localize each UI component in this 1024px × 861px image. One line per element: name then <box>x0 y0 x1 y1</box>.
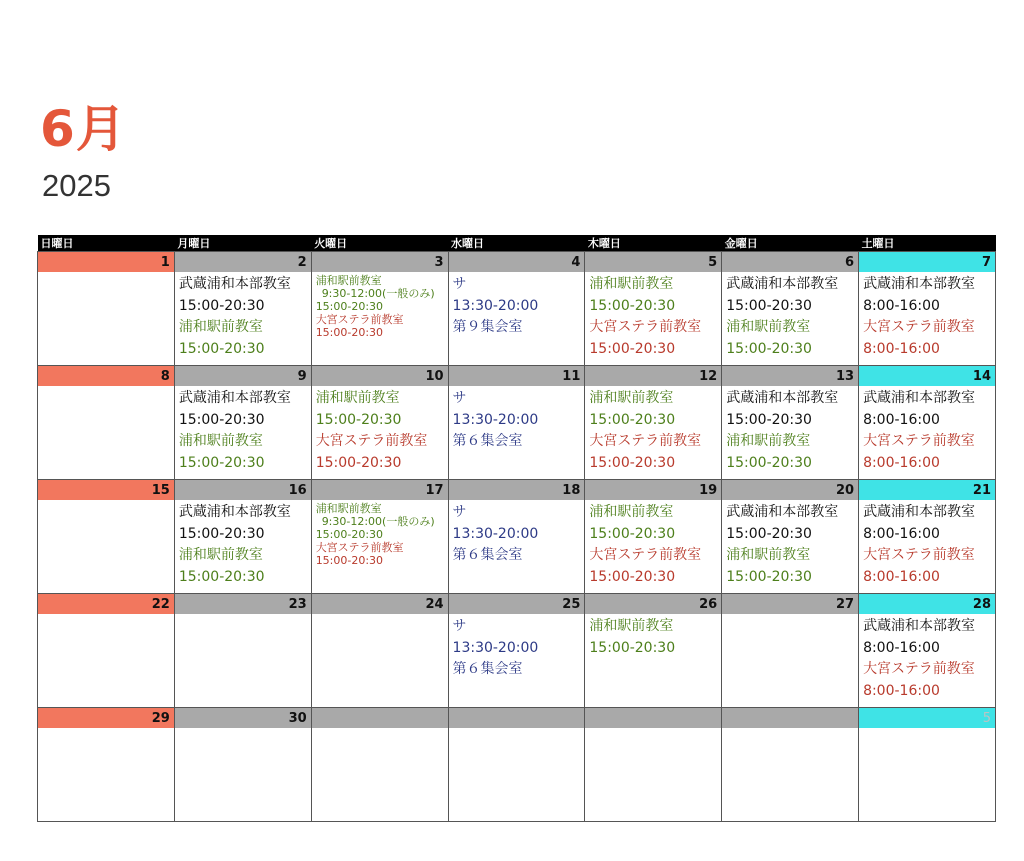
date-number: 23 <box>174 594 311 615</box>
event-line: 15:00-20:30 <box>589 297 676 314</box>
date-number: 28 <box>859 594 996 615</box>
day-events-cell <box>585 500 722 594</box>
weekday-header-tue: 火曜日 <box>311 235 448 252</box>
date-number: 20 <box>722 480 859 501</box>
day-events-cell <box>585 272 722 366</box>
date-number: 22 <box>38 594 175 615</box>
date-number: 16 <box>174 480 311 501</box>
events-row <box>38 614 996 708</box>
day-events-cell <box>859 386 996 480</box>
date-number: 24 <box>311 594 448 615</box>
date-number: 4 <box>448 252 585 273</box>
event-line: 15:00-20:30 <box>178 525 265 542</box>
day-events-cell <box>448 386 585 480</box>
day-events-cell <box>38 728 175 822</box>
event-line: 13:30-20:00 <box>452 411 539 428</box>
day-events-cell <box>311 614 448 708</box>
weekday-header-mon: 月曜日 <box>174 235 311 252</box>
event-line: 武蔵浦和本部教室 <box>863 276 976 292</box>
event-line: 15:00-20:30 <box>315 554 384 567</box>
event-line: 8:00-16:00 <box>863 568 940 585</box>
date-number: 15 <box>38 480 175 501</box>
date-number <box>311 708 448 729</box>
date-number: 29 <box>38 708 175 729</box>
event-line: 浦和駅前教室 <box>589 276 674 292</box>
event-line: 浦和駅前教室 <box>726 433 811 449</box>
date-number-row <box>38 366 996 387</box>
day-events-cell <box>859 614 996 708</box>
event-line: 15:00-20:30 <box>589 525 676 542</box>
event-line: 15:00-20:30 <box>315 454 402 471</box>
event-line: 15:00-20:30 <box>178 568 265 585</box>
date-number <box>722 708 859 729</box>
event-line: 15:00-20:30 <box>589 454 676 471</box>
event-line: サ <box>452 276 467 292</box>
date-number: 14 <box>859 366 996 387</box>
day-events-cell <box>722 386 859 480</box>
event-line: 8:00-16:00 <box>863 525 940 542</box>
event-line: 8:00-16:00 <box>863 340 940 357</box>
event-line: 15:00-20:30 <box>315 411 402 428</box>
day-events-cell <box>585 614 722 708</box>
events-row <box>38 728 996 822</box>
event-line: 8:00-16:00 <box>863 411 940 428</box>
event-line: 武蔵浦和本部教室 <box>178 276 291 292</box>
event-line: 武蔵浦和本部教室 <box>726 276 839 292</box>
weekday-header-sun: 日曜日 <box>38 235 175 252</box>
day-events-cell <box>585 386 722 480</box>
event-line: 武蔵浦和本部教室 <box>178 504 291 520</box>
date-number: 11 <box>448 366 585 387</box>
date-number: 30 <box>174 708 311 729</box>
day-events-cell <box>448 614 585 708</box>
weekday-header-sat: 土曜日 <box>859 235 996 252</box>
event-line: 大宮ステラ前教室 <box>315 313 404 326</box>
event-line: 13:30-20:00 <box>452 297 539 314</box>
day-events-cell <box>448 500 585 594</box>
day-events-cell <box>38 500 175 594</box>
date-number: 10 <box>311 366 448 387</box>
calendar-grid <box>37 235 996 822</box>
event-line: 浦和駅前教室 <box>726 547 811 563</box>
event-line: 15:00-20:30 <box>589 411 676 428</box>
date-number: 18 <box>448 480 585 501</box>
event-line: 浦和駅前教室 <box>178 319 263 335</box>
weekday-header-wed: 水曜日 <box>448 235 585 252</box>
event-line: 15:00-20:30 <box>726 340 812 357</box>
day-events-cell <box>311 272 448 366</box>
day-events-cell <box>174 272 311 366</box>
date-number: 12 <box>585 366 722 387</box>
event-line: 15:00-20:30 <box>178 297 265 314</box>
event-line: 8:00-16:00 <box>863 454 940 471</box>
event-line: 15:00-20:30 <box>726 297 812 314</box>
event-line: 15:00-20:30 <box>726 454 812 471</box>
event-line: 大宮ステラ前教室 <box>589 319 702 335</box>
date-number: 17 <box>311 480 448 501</box>
event-line: 浦和駅前教室 <box>178 547 263 563</box>
event-line: 15:00-20:30 <box>589 568 676 585</box>
event-line: 8:00-16:00 <box>863 639 940 656</box>
date-number <box>585 708 722 729</box>
day-events-cell <box>311 386 448 480</box>
date-number-row <box>38 594 996 615</box>
date-number: 3 <box>311 252 448 273</box>
event-line: 15:00-20:30 <box>315 326 384 339</box>
event-line: 第６集会室 <box>452 661 523 677</box>
event-line: 第９集会室 <box>452 319 523 335</box>
event-line: 15:00-20:30 <box>178 411 265 428</box>
day-events-cell <box>448 728 585 822</box>
event-line: 15:00-20:30 <box>726 525 812 542</box>
event-line: 13:30-20:00 <box>452 639 539 656</box>
event-line: 15:00-20:30 <box>589 340 676 357</box>
event-line: 大宮ステラ前教室 <box>589 433 702 449</box>
events-row <box>38 386 996 480</box>
weekday-header-row <box>38 235 996 252</box>
day-events-cell <box>722 728 859 822</box>
events-row <box>38 272 996 366</box>
year-title: 2025 <box>42 168 111 203</box>
event-line: 大宮ステラ前教室 <box>315 433 428 449</box>
event-line: 15:00-20:30 <box>726 568 812 585</box>
day-events-cell <box>311 728 448 822</box>
date-number: 13 <box>722 366 859 387</box>
day-events-cell <box>174 500 311 594</box>
event-line: 15:00-20:30 <box>315 300 384 313</box>
date-number: 21 <box>859 480 996 501</box>
event-line: 第６集会室 <box>452 547 523 563</box>
day-events-cell <box>38 614 175 708</box>
day-events-cell <box>174 386 311 480</box>
date-number: 8 <box>38 366 175 387</box>
event-line: サ <box>452 504 467 520</box>
day-events-cell <box>859 500 996 594</box>
day-events-cell <box>448 272 585 366</box>
month-title: 6月 <box>40 100 127 158</box>
events-row <box>38 500 996 594</box>
event-line: 第６集会室 <box>452 433 523 449</box>
event-line: 浦和駅前教室 <box>315 390 400 406</box>
event-line: 浦和駅前教室 <box>315 502 382 515</box>
calendar-body <box>38 252 996 822</box>
event-line: 大宮ステラ前教室 <box>863 319 975 335</box>
event-line: 浦和駅前教室 <box>726 319 811 335</box>
event-line: 15:00-20:30 <box>589 639 676 656</box>
event-line: 浦和駅前教室 <box>178 433 263 449</box>
date-number: 5 <box>585 252 722 273</box>
event-line: 大宮ステラ前教室 <box>863 547 975 563</box>
event-line: 8:00-16:00 <box>863 682 940 699</box>
date-number: 27 <box>722 594 859 615</box>
event-line: 8:00-16:00 <box>863 297 940 314</box>
date-number: 7 <box>859 252 996 273</box>
day-events-cell <box>722 614 859 708</box>
event-line: 武蔵浦和本部教室 <box>178 390 291 406</box>
event-line: サ <box>452 618 467 634</box>
event-line: 13:30-20:00 <box>452 525 539 542</box>
event-line: 15:00-20:30 <box>178 340 265 357</box>
event-line: サ <box>452 390 467 406</box>
date-number: 6 <box>722 252 859 273</box>
date-number-row <box>38 708 996 729</box>
event-line: 浦和駅前教室 <box>589 618 674 634</box>
date-number: 5 <box>859 708 996 729</box>
event-line: 15:00-20:30 <box>726 411 812 428</box>
event-line: 大宮ステラ前教室 <box>315 541 404 554</box>
event-line: 武蔵浦和本部教室 <box>726 504 839 520</box>
day-events-cell <box>859 272 996 366</box>
event-line: 大宮ステラ前教室 <box>863 433 975 449</box>
day-events-cell <box>722 500 859 594</box>
event-line: 浦和駅前教室 <box>589 504 674 520</box>
day-events-cell <box>174 614 311 708</box>
event-line: 武蔵浦和本部教室 <box>863 390 976 406</box>
day-events-cell <box>859 728 996 822</box>
event-line: 武蔵浦和本部教室 <box>726 390 839 406</box>
event-line: 15:00-20:30 <box>178 454 265 471</box>
weekday-header-fri: 金曜日 <box>722 235 859 252</box>
day-events-cell <box>174 728 311 822</box>
day-events-cell <box>722 272 859 366</box>
date-number: 19 <box>585 480 722 501</box>
event-line: 浦和駅前教室 <box>589 390 674 406</box>
date-number <box>448 708 585 729</box>
day-events-cell <box>38 386 175 480</box>
date-number-row <box>38 480 996 501</box>
event-line: 大宮ステラ前教室 <box>863 661 975 677</box>
date-number: 1 <box>38 252 175 273</box>
event-line: 9:30-12:00(一般のみ) <box>321 287 435 300</box>
day-events-cell <box>38 272 175 366</box>
date-number: 9 <box>174 366 311 387</box>
event-line: 武蔵浦和本部教室 <box>863 504 976 520</box>
day-events-cell <box>585 728 722 822</box>
date-number: 26 <box>585 594 722 615</box>
weekday-header-thu: 木曜日 <box>585 235 722 252</box>
event-line: 武蔵浦和本部教室 <box>863 618 976 634</box>
date-number-row <box>38 252 996 273</box>
event-line: 9:30-12:00(一般のみ) <box>321 515 435 528</box>
event-line: 大宮ステラ前教室 <box>589 547 702 563</box>
event-line: 15:00-20:30 <box>315 528 384 541</box>
date-number: 2 <box>174 252 311 273</box>
event-line: 浦和駅前教室 <box>315 274 382 287</box>
date-number: 25 <box>448 594 585 615</box>
day-events-cell <box>311 500 448 594</box>
